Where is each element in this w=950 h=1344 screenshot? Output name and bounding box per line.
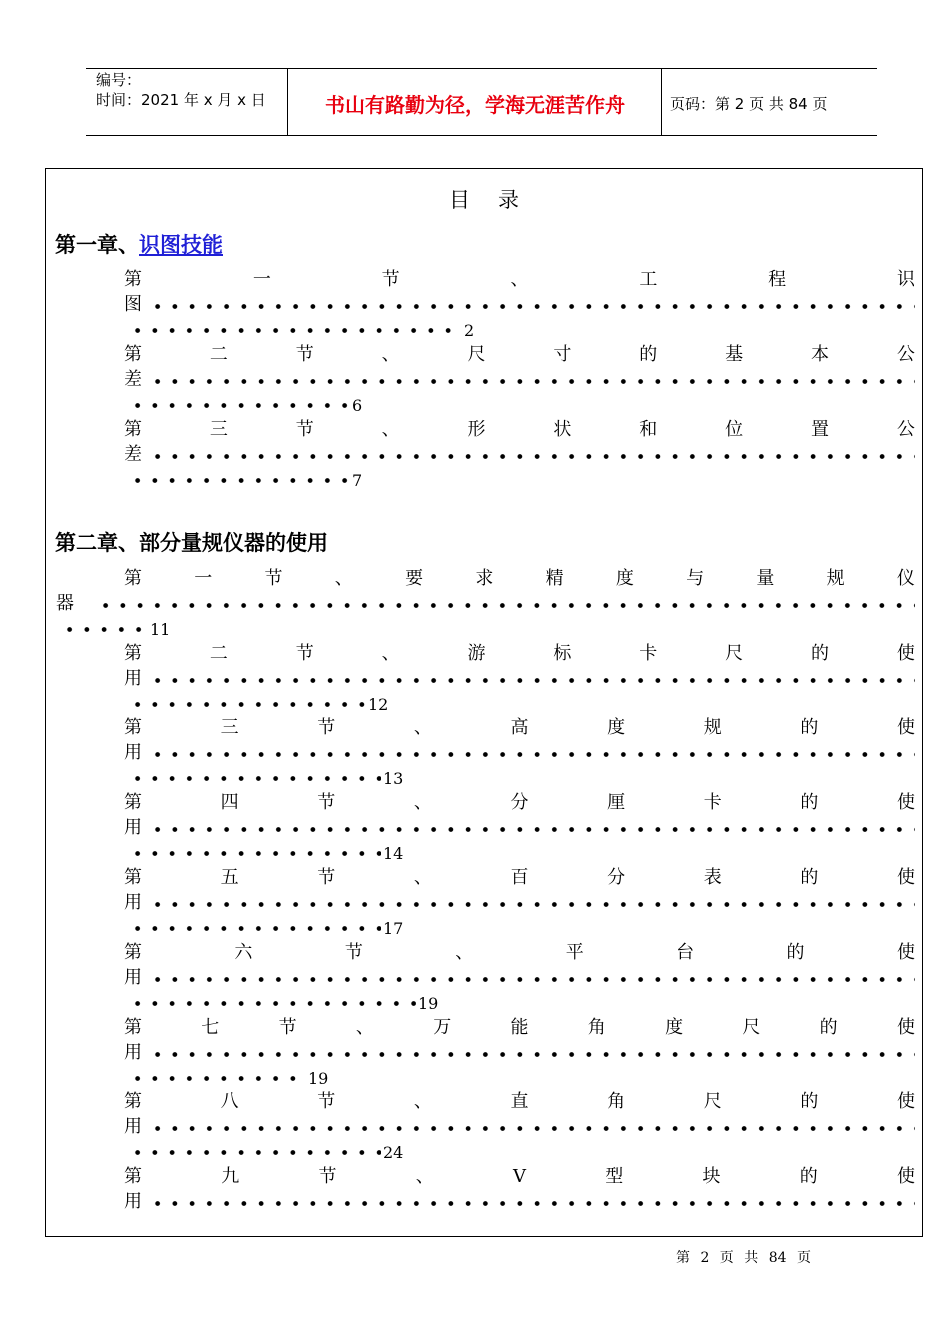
title-char: 识 [896, 269, 915, 290]
title-char: 的 [800, 1091, 819, 1112]
toc-entry-title [124, 1164, 915, 1189]
toc-title: 目录 [449, 188, 547, 212]
toc-entry-title [124, 342, 915, 367]
title-char: 的 [800, 717, 819, 738]
dot-leader [126, 403, 350, 408]
header-bottom-rule [86, 135, 877, 136]
dot-leader [124, 1040, 915, 1065]
dot-leader [56, 591, 915, 616]
toc-entry-title [124, 267, 915, 292]
title-char: 使 [897, 792, 915, 813]
toc-page-number: 19 [418, 994, 439, 1013]
title-char: 节 [295, 344, 314, 365]
title-char: 第 [124, 643, 142, 664]
title-char: 第 [124, 1166, 142, 1187]
toc-entry-title-end: 用 [124, 1040, 146, 1065]
title-char: 要 [405, 568, 424, 589]
dot-leader [126, 478, 350, 483]
title-char: 表 [703, 867, 722, 888]
title-char: 卡 [639, 643, 658, 664]
title-char: 、 [381, 419, 400, 440]
title-char: 块 [702, 1166, 721, 1187]
chapter-title: 部分量规仪器的使用 [139, 531, 328, 555]
document-date: 时间：2021 年 x 月 x 日 [96, 91, 266, 109]
chapter-prefix: 第一章、 [55, 233, 139, 257]
toc-entry-title [124, 715, 915, 740]
toc-entry-title-end: 用 [124, 1114, 146, 1139]
toc-entry-title-end: 差 [124, 442, 146, 467]
title-char: 度 [665, 1017, 684, 1038]
title-char: 二 [209, 643, 228, 664]
toc-page-number: 12 [368, 695, 389, 714]
title-char: 的 [799, 1166, 818, 1187]
chapter-title-link[interactable]: 识图技能 [139, 233, 223, 257]
header-divider [287, 68, 288, 136]
toc-entry-title [124, 790, 915, 815]
title-char: 游 [467, 643, 486, 664]
title-char: 尺 [467, 344, 486, 365]
title-char: 型 [605, 1166, 624, 1187]
title-char: 、 [413, 717, 432, 738]
title-char: 五 [220, 867, 239, 888]
toc-entry-title [124, 1089, 915, 1114]
dot-leader [126, 776, 381, 781]
dot-leader [124, 815, 915, 840]
title-char: 的 [811, 643, 829, 664]
document-code-label: 编号： [96, 71, 142, 89]
dot-leader [124, 666, 915, 691]
toc-entry-title [124, 1015, 915, 1040]
dot-leader [126, 702, 366, 707]
title-char: 与 [686, 568, 705, 589]
title-char: 卡 [703, 792, 722, 813]
dot-leader [124, 965, 915, 990]
title-char: 节 [295, 419, 314, 440]
title-char: 八 [220, 1091, 239, 1112]
title-char: 、 [413, 867, 432, 888]
title-char: 第 [124, 792, 142, 813]
title-char: 平 [565, 942, 584, 963]
title-char: 第 [124, 1091, 142, 1112]
title-char: 使 [896, 643, 915, 664]
title-char: 四 [220, 792, 239, 813]
title-char: 、 [455, 942, 474, 963]
title-char: 六 [234, 942, 253, 963]
header-divider [661, 68, 662, 136]
title-char: 节 [317, 717, 336, 738]
title-char: 的 [639, 344, 658, 365]
title-char: 节 [264, 568, 283, 589]
title-char: 高 [510, 717, 529, 738]
title-char: 和 [639, 419, 658, 440]
title-char: V [513, 1166, 526, 1187]
dot-leader [124, 1114, 915, 1139]
toc-entry-title [124, 641, 915, 666]
toc-entry-title-end: 用 [124, 740, 146, 765]
title-char: 节 [295, 643, 314, 664]
toc-entry-title-end: 用 [124, 666, 146, 691]
title-char: 的 [819, 1017, 838, 1038]
dot-leader [126, 851, 381, 856]
toc-entry-title [124, 417, 915, 442]
title-char: 万 [433, 1017, 452, 1038]
title-char: 工 [639, 269, 658, 290]
title-char: 规 [703, 717, 722, 738]
title-char: 的 [786, 942, 805, 963]
toc-page-number: 17 [383, 919, 404, 938]
toc-entry-title [124, 940, 915, 965]
title-char: 节 [317, 1091, 336, 1112]
title-char: 分 [607, 867, 626, 888]
dot-leader [124, 1189, 915, 1214]
title-char: 尺 [725, 643, 744, 664]
title-char: 尺 [742, 1017, 761, 1038]
chapter-prefix: 第二章、 [55, 531, 139, 555]
title-char: 度 [607, 717, 626, 738]
toc-entry-title-end: 用 [124, 815, 146, 840]
toc-page-number: 13 [383, 769, 404, 788]
title-char: 使 [896, 1017, 915, 1038]
title-char: 使 [897, 867, 915, 888]
title-char: 节 [317, 867, 336, 888]
toc-page-number: 14 [383, 844, 404, 863]
toc-entry-title [124, 566, 915, 591]
dot-leader [58, 627, 148, 632]
header-top-rule [86, 68, 877, 69]
title-char: 、 [413, 1091, 432, 1112]
title-char: 九 [221, 1166, 240, 1187]
dot-leader [124, 367, 915, 392]
title-char: 台 [676, 942, 695, 963]
title-char: 规 [826, 568, 845, 589]
header-motto: 书山有路勤为径，学海无涯苦作舟 [325, 93, 625, 117]
title-char: 七 [201, 1017, 220, 1038]
title-char: 、 [334, 568, 353, 589]
title-char: 第 [124, 942, 142, 963]
toc-entry-title-end: 用 [124, 1189, 146, 1214]
title-char: 角 [587, 1017, 606, 1038]
title-char: 程 [768, 269, 787, 290]
toc-page-number: 2 [464, 321, 475, 340]
toc-page-number: 6 [352, 396, 363, 415]
title-char: 节 [317, 792, 336, 813]
title-char: 、 [413, 792, 432, 813]
title-char: 状 [553, 419, 572, 440]
toc-frame [45, 168, 923, 1237]
title-char: 节 [278, 1017, 297, 1038]
title-char: 三 [220, 717, 239, 738]
title-char: 使 [897, 1166, 915, 1187]
title-char: 节 [381, 269, 400, 290]
title-char: 本 [811, 344, 829, 365]
title-char: 仪 [896, 568, 915, 589]
title-char: 、 [510, 269, 529, 290]
dot-leader [126, 1001, 416, 1006]
toc-entry-title-end: 图 [124, 292, 146, 317]
title-char: 使 [897, 1091, 915, 1112]
title-char: 第 [124, 419, 142, 440]
title-char: 基 [725, 344, 744, 365]
toc-entry-title-end: 器 [56, 591, 78, 616]
title-char: 第 [124, 568, 142, 589]
title-char: 二 [209, 344, 228, 365]
title-char: 直 [510, 1091, 529, 1112]
toc-entry-title-end: 差 [124, 367, 146, 392]
title-char: 、 [415, 1166, 434, 1187]
dot-leader [124, 442, 915, 467]
toc-page-number: 19 [308, 1069, 329, 1088]
toc-page-number: 11 [150, 620, 171, 639]
title-char: 寸 [553, 344, 572, 365]
dot-leader [124, 292, 915, 317]
toc-entry-title [124, 865, 915, 890]
title-char: 使 [897, 717, 915, 738]
footer-page-number: 第 2 页 共 84 页 [676, 1250, 811, 1266]
title-char: 量 [756, 568, 775, 589]
title-char: 、 [381, 643, 400, 664]
title-char: 角 [607, 1091, 626, 1112]
title-char: 第 [124, 269, 142, 290]
title-char: 置 [811, 419, 829, 440]
title-char: 能 [510, 1017, 529, 1038]
title-char: 公 [896, 419, 915, 440]
title-char: 的 [800, 792, 819, 813]
title-char: 形 [467, 419, 486, 440]
title-char: 度 [615, 568, 634, 589]
title-char: 公 [896, 344, 915, 365]
title-char: 的 [800, 867, 819, 888]
title-char: 标 [553, 643, 572, 664]
title-char: 尺 [703, 1091, 722, 1112]
dot-leader [126, 328, 462, 333]
title-char: 位 [725, 419, 744, 440]
title-char: 百 [510, 867, 529, 888]
dot-leader [124, 890, 915, 915]
title-char: 第 [124, 717, 142, 738]
title-char: 求 [475, 568, 494, 589]
title-char: 使 [896, 942, 915, 963]
dot-leader [126, 1150, 381, 1155]
dot-leader [126, 926, 381, 931]
toc-page-number: 24 [383, 1143, 404, 1162]
title-char: 、 [355, 1017, 374, 1038]
header-page-number: 页码：第 2 页 共 84 页 [670, 95, 828, 113]
title-char: 第 [124, 1017, 142, 1038]
dot-leader [126, 1076, 306, 1081]
title-char: 第 [124, 344, 142, 365]
chapter-heading [55, 529, 328, 557]
dot-leader [124, 740, 915, 765]
title-char: 、 [381, 344, 400, 365]
title-char: 节 [344, 942, 363, 963]
toc-entry-title-end: 用 [124, 890, 146, 915]
title-char: 精 [545, 568, 564, 589]
title-char: 分 [510, 792, 529, 813]
chapter-heading[interactable] [55, 231, 223, 259]
title-char: 第 [124, 867, 142, 888]
title-char: 一 [194, 568, 213, 589]
title-char: 三 [209, 419, 228, 440]
title-char: 节 [318, 1166, 337, 1187]
toc-entry-title-end: 用 [124, 965, 146, 990]
toc-page-number: 7 [352, 471, 363, 490]
title-char: 厘 [607, 792, 626, 813]
title-char: 一 [252, 269, 271, 290]
